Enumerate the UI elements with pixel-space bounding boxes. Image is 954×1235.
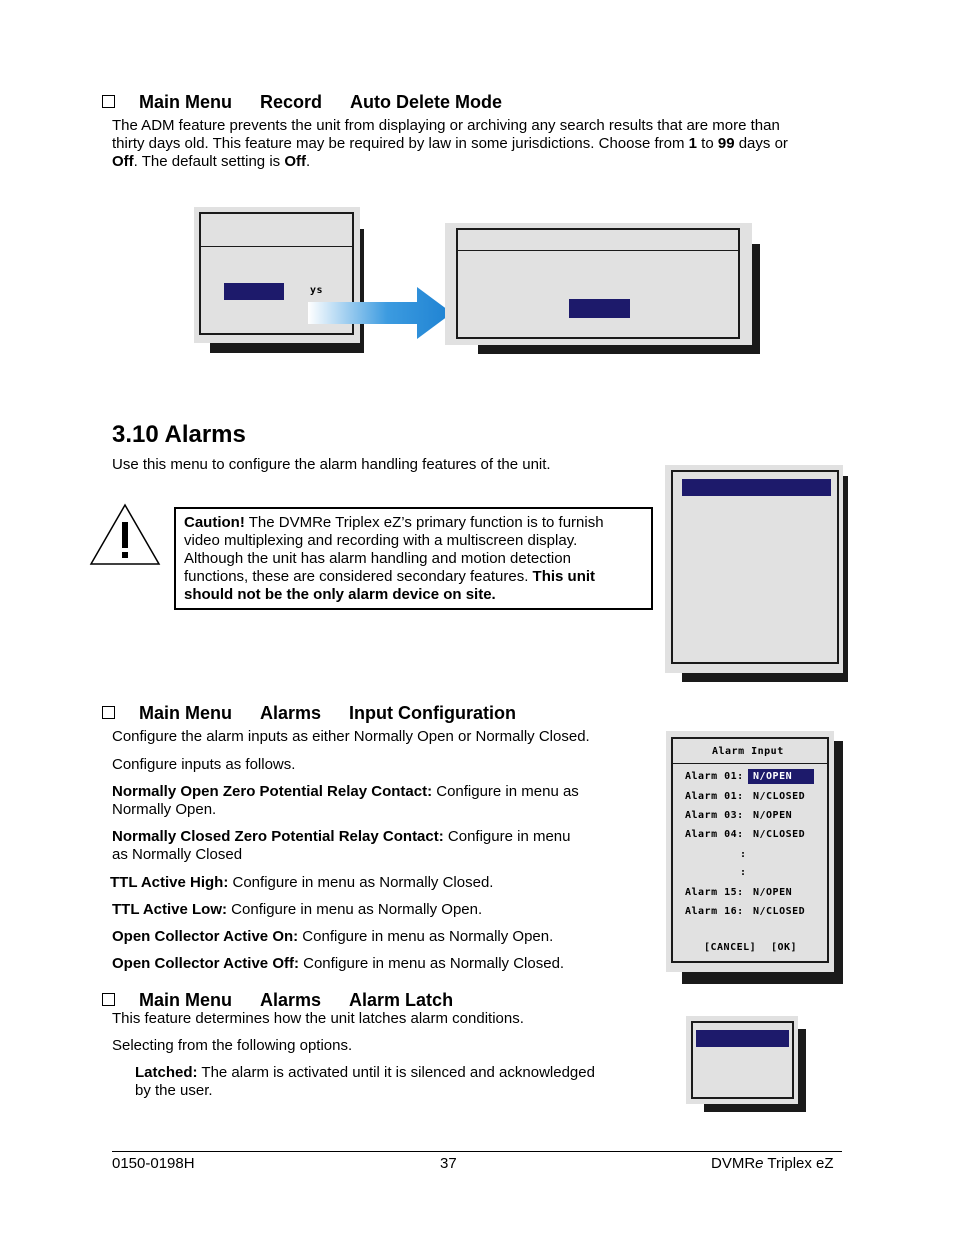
alarms-intro: Use this menu to configure the alarm handling features of the unit. xyxy=(112,456,551,473)
menu-highlight xyxy=(224,283,284,300)
footer-rule xyxy=(112,1151,842,1152)
alarm-row-label: Alarm 01: xyxy=(685,791,744,802)
menu-highlight xyxy=(682,479,831,496)
input-config-ttl-high: TTL Active High: Configure in menu as Normally Closed. xyxy=(110,874,494,891)
alarm-latch-p1: This feature determines how the unit latches alarm conditions. xyxy=(112,1010,524,1027)
footer-product-name: DVMRe Triplex eZ xyxy=(711,1155,834,1172)
menu-highlight xyxy=(696,1030,789,1047)
exclamation-triangle-icon xyxy=(89,502,161,566)
section-heading-auto-delete: Main Menu Record Auto Delete Mode xyxy=(102,92,502,113)
alarm-latch-p2: Selecting from the following options. xyxy=(112,1037,353,1054)
auto-delete-description: The ADM feature prevents the unit from displaying or archiving any search results that are more than thirty days old. This feature may be required by law in some jurisdictions. Choose from 1 to 99 days or Off. The default setting is Off. xyxy=(112,117,788,170)
footer-doc-number: 0150-0198H xyxy=(112,1155,195,1172)
alarm-row-value[interactable]: N/CLOSED xyxy=(753,791,806,802)
ok-button[interactable]: [OK] xyxy=(771,942,798,953)
alarm-row-label: Alarm 15: xyxy=(685,887,744,898)
footer-page-number: 37 xyxy=(440,1155,457,1172)
alarm-row-value[interactable]: N/OPEN xyxy=(753,887,793,898)
alarm-row-label: Alarm 01: xyxy=(685,771,744,782)
alarm-row-label: Alarm 03: xyxy=(685,810,744,821)
section-heading-alarm-latch: Main Menu Alarms Alarm Latch xyxy=(102,990,453,1011)
section-heading-input-config: Main Menu Alarms Input Configuration xyxy=(102,703,516,724)
alarm-row-value[interactable]: N/OPEN xyxy=(753,771,793,782)
input-config-oc-on: Open Collector Active On: Configure in menu as Normally Open. xyxy=(112,928,554,945)
input-config-oc-off: Open Collector Active Off: Configure in menu as Normally Closed. xyxy=(112,955,565,972)
alarm-row-value[interactable]: N/OPEN xyxy=(753,810,793,821)
alarm-row-label: Alarm 16: xyxy=(685,906,744,917)
alarm-row-label: Alarm 04: xyxy=(685,829,744,840)
input-config-nc-relay: Normally Closed Zero Potential Relay Contact: Configure in menu as Normally Closed xyxy=(112,828,571,863)
cancel-button[interactable]: [CANCEL] xyxy=(704,942,757,953)
input-config-no-relay: Normally Open Zero Potential Relay Contact: Configure in menu as Normally Open. xyxy=(112,783,579,818)
alarm-row-value[interactable]: N/CLOSED xyxy=(753,829,806,840)
input-config-p1: Configure the alarm inputs as either Normally Open or Normally Closed. xyxy=(112,728,590,745)
alarm-input-title: Alarm Input xyxy=(712,746,784,757)
ellipsis-dot: : xyxy=(740,849,747,860)
checkbox-bullet-icon xyxy=(102,706,115,719)
section-title: 3.10 Alarms xyxy=(112,421,246,448)
alarm-latch-latched: Latched: The alarm is activated until it is silenced and acknowledged by the user. xyxy=(135,1064,595,1099)
input-config-p2: Configure inputs as follows. xyxy=(112,756,296,773)
input-config-ttl-low: TTL Active Low: Configure in menu as Normally Open. xyxy=(112,901,483,918)
arrow-right-icon xyxy=(300,285,452,343)
checkbox-bullet-icon xyxy=(102,993,115,1006)
alarm-row-value[interactable]: N/CLOSED xyxy=(753,906,806,917)
checkbox-bullet-icon xyxy=(102,95,115,108)
ellipsis-dot: : xyxy=(740,867,747,878)
caution-box: Caution! The DVMRe Triplex eZ’s primary function is to furnish video multiplexing and recording with a multiscreen display. Although the unit has alarm handling and motion detection functions, these are considered secondary features. This unit should not be the only alarm device on site. xyxy=(174,507,653,610)
menu-highlight xyxy=(569,299,630,318)
